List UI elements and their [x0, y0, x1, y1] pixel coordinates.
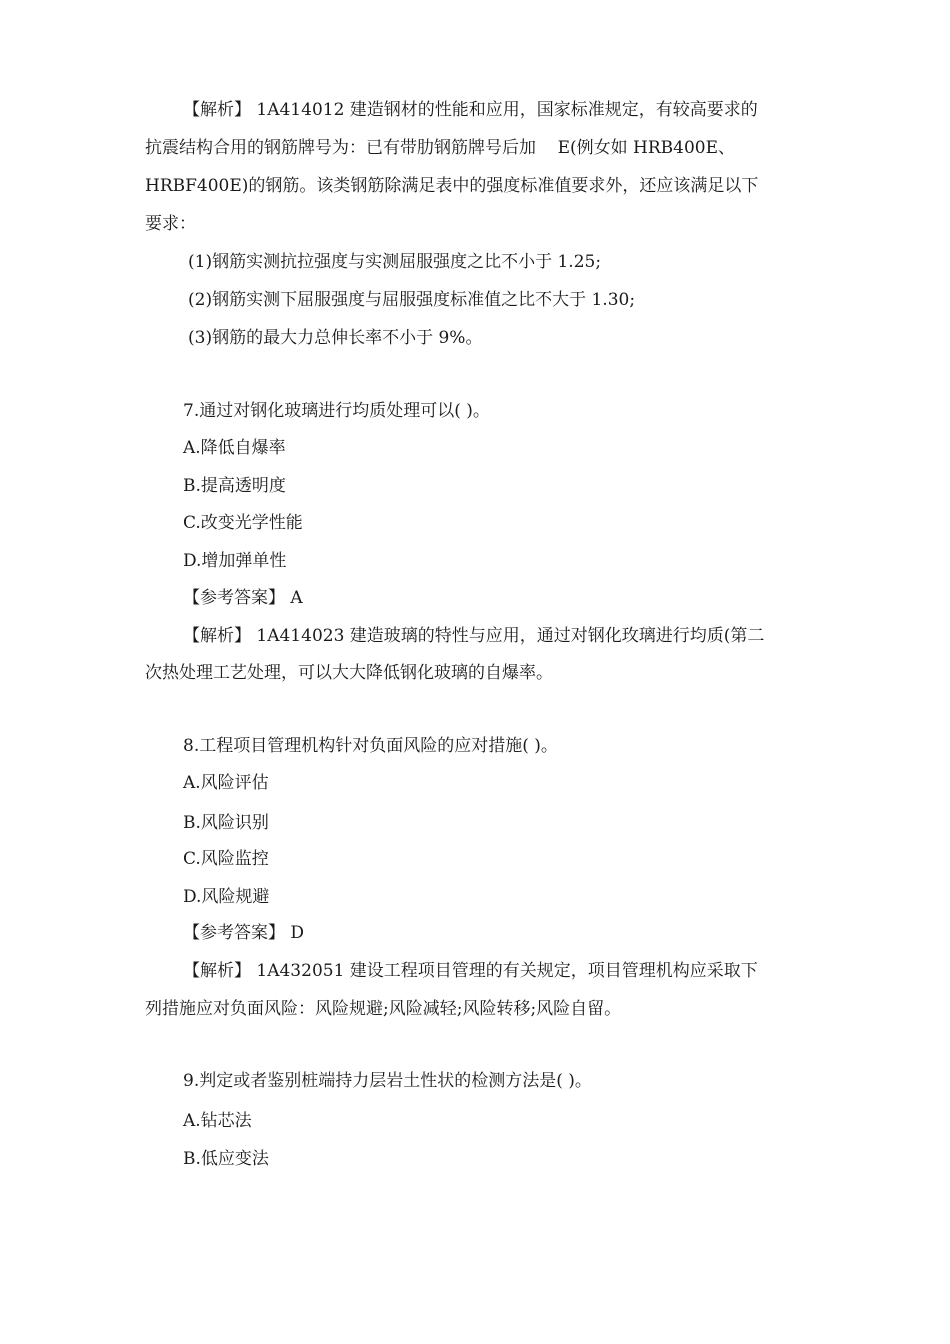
option-a: A.钻芯法 — [183, 1111, 252, 1131]
reference-answer: 【参考答案】 A — [183, 588, 303, 608]
requirement-item: (3)钢筋的最大力总伸长率不小于 9%。 — [188, 328, 483, 348]
option-a: A.降低自爆率 — [183, 438, 286, 458]
option-b: B.低应变法 — [183, 1149, 269, 1169]
question-stem: 7.通过对钢化玻璃进行均质处理可以( )。 — [183, 401, 490, 421]
option-d: D.增加弹单性 — [183, 551, 287, 571]
analysis-paragraph-line: 次热处理工艺处理，可以大大降低钢化玻璃的自爆率。 — [145, 663, 553, 683]
requirement-item: (1)钢筋实测抗拉强度与实测屈服强度之比不小于 1.25; — [188, 252, 602, 272]
option-c: C.风险监控 — [183, 849, 269, 869]
analysis-paragraph-line: 【解析】 1A432051 建设工程项目管理的有关规定，项目管理机构应采取下 — [183, 961, 758, 981]
analysis-paragraph-line: 列措施应对负面风险：风险规避;风险减轻;风险转移;风险自留。 — [145, 999, 622, 1019]
question-stem: 8.工程项目管理机构针对负面风险的应对措施( )。 — [183, 736, 558, 756]
analysis-paragraph-line: 【解析】 1A414012 建造钢材的性能和应用，国家标准规定，有较高要求的 — [183, 100, 758, 120]
reference-answer: 【参考答案】 D — [183, 923, 305, 943]
question-stem: 9.判定或者鉴别桩端持力层岩土性状的检测方法是( )。 — [183, 1071, 592, 1091]
option-b: B.提高透明度 — [183, 476, 286, 496]
analysis-paragraph-line: 要求： — [145, 214, 196, 234]
option-c: C.改变光学性能 — [183, 513, 303, 533]
analysis-paragraph-line: HRBF400E)的钢筋。该类钢筋除满足表中的强度标准值要求外，还应该满足以下 — [145, 176, 759, 196]
option-b: B.风险识别 — [183, 813, 269, 833]
requirement-item: (2)钢筋实测下屈服强度与屈服强度标准值之比不大于 1.30; — [188, 290, 636, 310]
analysis-paragraph-line: 抗震结构合用的钢筋牌号为：已有带肋钢筋牌号后加 E(例女如 HRB400E、 — [145, 138, 736, 158]
option-a: A.风险评估 — [183, 773, 269, 793]
option-d: D.风险规避 — [183, 887, 270, 907]
analysis-paragraph-line: 【解析】 1A414023 建造玻璃的特性与应用，通过对钢化玫璃进行均质(第二 — [183, 626, 765, 646]
